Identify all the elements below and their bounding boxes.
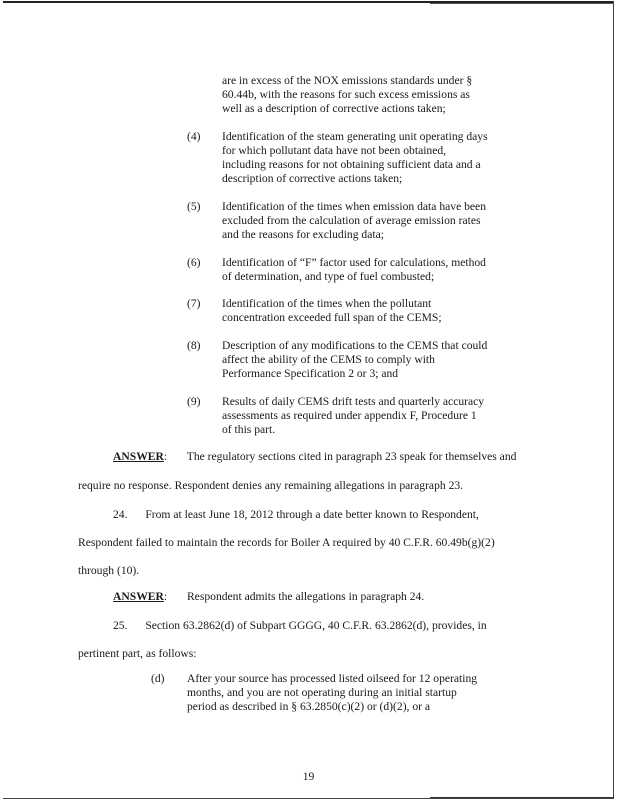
- item-line: affect the ability of the CEMS to comply with: [222, 353, 435, 366]
- intro-quote-line: 60.44b, with the reasons for such excess emissions as: [222, 88, 470, 101]
- item-text: [222, 395, 512, 437]
- quote-d-line: After your source has processed listed oilseed for 12 operating: [187, 672, 478, 685]
- paragraph-line: Section 63.2862(d) of Subpart GGGG, 40 C.F.R. 63.2862(d), provides, in: [145, 619, 487, 632]
- answer-text-line: The regulatory sections cited in paragraph 23 speak for themselves and: [186, 450, 517, 463]
- paragraph-number: 24.: [113, 508, 128, 521]
- item-number: (8): [187, 339, 201, 352]
- quote-d-line: period as described in § 63.2850(c)(2) or (d)(2), or a: [187, 700, 431, 713]
- paragraph-line: through (10).: [78, 564, 140, 577]
- answer-paragraph-2: [113, 590, 573, 604]
- item-number: (9): [187, 395, 201, 408]
- item-number: (5): [187, 200, 201, 213]
- item-text: [222, 297, 512, 325]
- quote-d-number: (d): [151, 672, 165, 685]
- paragraph-line: From at least June 18, 2012 through a date better known to Respondent,: [145, 508, 479, 521]
- item-text: [222, 256, 512, 284]
- item-line: description of corrective actions taken;: [222, 172, 403, 185]
- item-line: Identification of the steam generating unit operating days: [222, 130, 488, 143]
- paragraph-line: Respondent failed to maintain the records for Boiler A required by 40 C.F.R. 60.49b(g)(2): [78, 536, 495, 549]
- answer-text: Respondent admits the allegations in paragraph 24.: [186, 590, 425, 603]
- item-number: (7): [187, 297, 201, 310]
- item-line: and the reasons for excluding data;: [222, 228, 384, 241]
- scan-bottom-border-secondary: [430, 797, 614, 798]
- item-line: Identification of “F” factor used for calculations, method: [222, 256, 486, 269]
- item-number: (4): [187, 130, 201, 143]
- intro-quote: [222, 74, 512, 116]
- item-text: [222, 339, 512, 381]
- paragraph-number: 25.: [113, 619, 128, 632]
- item-number: (6): [187, 256, 201, 269]
- intro-quote-line: are in excess of the NOX emissions standards under §: [222, 74, 473, 87]
- answer-label: ANSWER: [113, 450, 164, 463]
- answer-colon: :: [163, 450, 168, 463]
- scan-top-border-secondary: [430, 3, 614, 4]
- item-line: including reasons for not obtaining sufficient data and a: [222, 158, 481, 171]
- item-line: assessments as required under appendix F, Procedure 1: [222, 409, 477, 422]
- answer-colon: :: [163, 590, 168, 603]
- item-line: concentration exceeded full span of the CEMS;: [222, 311, 442, 324]
- intro-quote-line: well as a description of corrective actions taken;: [222, 102, 446, 115]
- answer-paragraph-1: [113, 450, 573, 464]
- item-line: excluded from the calculation of average emission rates: [222, 214, 481, 227]
- item-line: for which pollutant data have not been obtained,: [222, 144, 447, 157]
- item-line: Identification of the times when emission data have been: [222, 200, 486, 213]
- item-text: [222, 200, 512, 242]
- paragraph-24: [113, 508, 573, 522]
- quote-d-text: [187, 672, 507, 714]
- quote-d-line: months, and you are not operating during an initial startup: [187, 686, 457, 699]
- answer-label: ANSWER: [113, 590, 164, 603]
- paragraph-line: pertinent part, as follows:: [78, 647, 197, 660]
- item-line: of determination, and type of fuel combusted;: [222, 270, 435, 283]
- answer-text-line-2: require no response. Respondent denies any remaining allegations in paragraph 23.: [78, 479, 464, 492]
- item-text: [222, 130, 512, 186]
- item-line: Results of daily CEMS drift tests and quarterly accuracy: [222, 395, 485, 408]
- page-number: 19: [302, 770, 315, 783]
- scan-right-border: [613, 1, 614, 799]
- item-line: of this part.: [222, 423, 276, 436]
- scan-bottom-border: [3, 798, 614, 799]
- paragraph-25: [113, 619, 573, 633]
- item-line: Performance Specification 2 or 3; and: [222, 367, 399, 380]
- item-line: Description of any modifications to the CEMS that could: [222, 339, 488, 352]
- item-line: Identification of the times when the pollutant: [222, 297, 432, 310]
